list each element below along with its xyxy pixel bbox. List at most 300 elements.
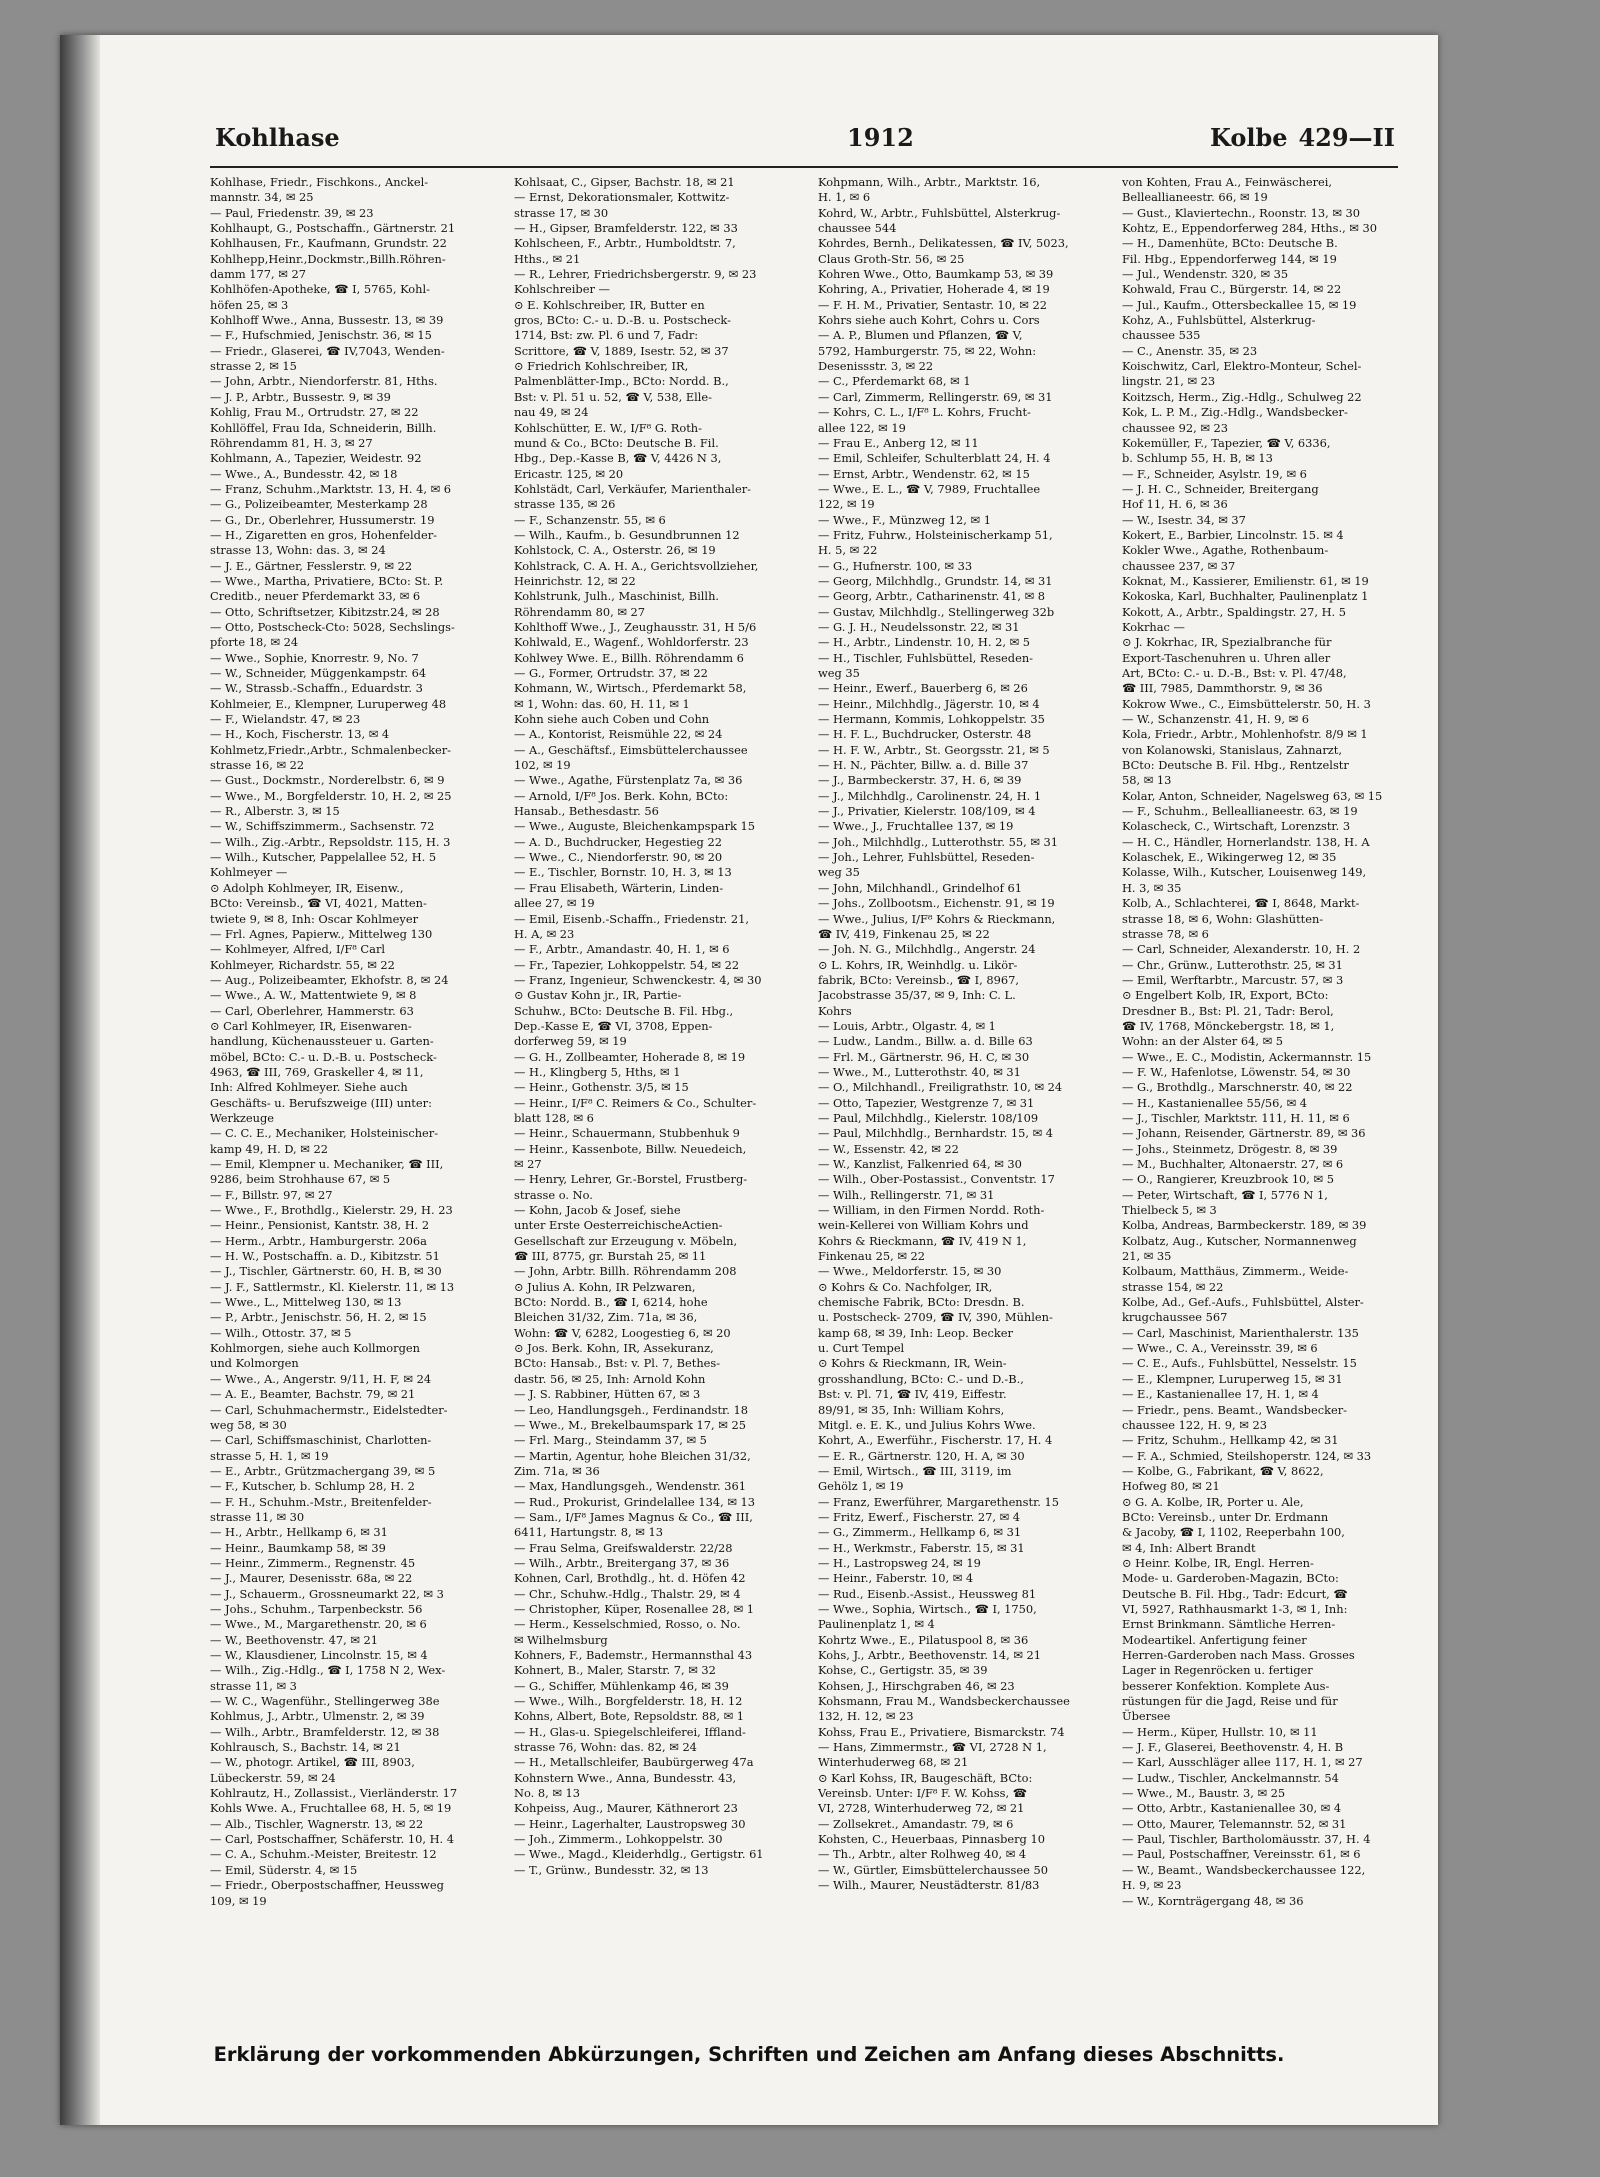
directory-entry: besserer Konfektion. Komplete Aus- [1122,1678,1330,1693]
directory-entry: Heinrichstr. 12, ✉ 22 [514,573,636,588]
directory-entry: Kohlmeyer — [210,865,288,880]
directory-entry: Hths., ✉ 21 [514,251,581,266]
directory-entry: — Wwe., M., Baustr. 3, ✉ 25 [1122,1786,1286,1801]
directory-entry: pforte 18, ✉ 24 [210,635,299,650]
directory-entry: — Carl, Maschinist, Marienthalerstr. 135 [1122,1325,1359,1340]
directory-entry: — Wwe., Meldorferstr. 15, ✉ 30 [818,1264,1002,1279]
directory-entry: Claus Groth-Str. 56, ✉ 25 [818,251,965,266]
directory-entry: — Heinr., Zimmerm., Regnenstr. 45 [210,1555,416,1570]
directory-entry: Kohlhepp,Heinr.,Dockmstr.,Billh.Röhren- [210,251,446,266]
directory-entry: und Kolmorgen [210,1356,299,1371]
directory-entry: Lager in Regenröcken u. fertiger [1122,1663,1313,1678]
directory-entry: — Heinr., Lagerhalter, Laustropsweg 30 [514,1816,746,1831]
directory-entry: — Wwe., Magd., Kleiderhdlg., Gertigstr. 61 [514,1847,764,1862]
directory-entry: ✉ 1, Wohn: das. 60, H. 11, ✉ 1 [514,696,690,711]
directory-entry: Dep.-Kasse E, ☎ VI, 3708, Eppen- [514,1018,713,1033]
directory-entry: — R., Lehrer, Friedrichsbergerstr. 9, ✉ 23 [514,267,757,282]
column-1 [210,175,505,2035]
directory-entry: Wohn: an der Alster 64, ✉ 5 [1122,1034,1284,1049]
directory-entry: — Wwe., E. L., ☎ V, 7989, Fruchtallee [818,481,1041,496]
directory-entry: — W., Gürtler, Eimsbüttelerchaussee 50 [818,1862,1048,1877]
directory-entry: — E., Arbtr., Grützmachergang 39, ✉ 5 [210,1463,436,1478]
directory-entry: — W., Essenstr. 42, ✉ 22 [818,1141,959,1156]
directory-entry: — Paul, Friedenstr. 39, ✉ 23 [210,205,374,220]
directory-entry: — H. F. L., Buchdrucker, Osterstr. 48 [818,727,1032,742]
directory-entry: — H., Klingberg 5, Hths, ✉ 1 [514,1064,681,1079]
directory-entry: strasse 2, ✉ 15 [210,359,297,374]
directory-entry: — Wilh., Arbtr., Bramfelderstr. 12, ✉ 38 [210,1724,440,1739]
directory-entry: ⊙ E. Kohlschreiber, IR, Butter en [514,297,705,312]
directory-entry: — Carl, Zimmerm, Rellingerstr. 69, ✉ 31 [818,389,1053,404]
directory-entry: — M., Buchhalter, Altonaerstr. 27, ✉ 6 [1122,1157,1344,1171]
directory-entry: 4963, ☎ III, 769, Graskeller 4, ✉ 11, [210,1064,424,1079]
directory-entry: Zim. 71a, ✉ 36 [514,1463,600,1478]
directory-entry: Vereinsb. Unter: I/F⁸ F. W. Kohss, ☎ [818,1786,1027,1801]
directory-entry: — Otto, Postscheck-Cto: 5028, Sechslings- [210,619,455,634]
directory-entry: — G., Former, Ortrudstr. 37, ✉ 22 [514,666,708,680]
directory-entry: Kokrhac — [1122,619,1185,634]
directory-entry: — Heinr., Schauermann, Stubbenhuk 9 [514,1126,740,1141]
directory-entry: — F., Billstr. 97, ✉ 27 [210,1187,333,1202]
directory-entry: Kolba, Andreas, Barmbeckerstr. 189, ✉ 39 [1122,1218,1367,1233]
directory-entry: Winterhuderweg 68, ✉ 21 [818,1755,969,1770]
directory-entry: — Wwe., M., Brekelbaumspark 17, ✉ 25 [514,1417,746,1432]
directory-entry: — G., Polizeibeamter, Mesterkamp 28 [210,497,428,512]
directory-entry: Kokemüller, F., Tapezier, ☎ V, 6336, [1122,435,1331,450]
directory-entry: — H., Werkmstr., Faberstr. 15, ✉ 31 [818,1540,1025,1555]
directory-entry: strasse o. No. [514,1187,593,1202]
directory-entry: chaussee 92, ✉ 23 [1122,420,1229,435]
directory-entry: — W., Schanzenstr. 41, H. 9, ✉ 6 [1122,712,1309,727]
directory-entry: Wohn: ☎ V, 6282, Loogestieg 6, ✉ 20 [514,1325,731,1340]
directory-entry: Kokott, A., Arbtr., Spaldingstr. 27, H. 5 [1122,604,1347,619]
directory-entry: — J. F., Sattlermstr., Kl. Kielerstr. 11, ✉ 13 [210,1279,455,1294]
directory-entry: — Wwe., M., Margarethenstr. 20, ✉ 6 [210,1617,427,1632]
directory-entry: Kohmann, W., Wirtsch., Pferdemarkt 58, [514,681,747,696]
directory-entry: — Wwe., Wilh., Borgfelderstr. 18, H. 12 [514,1694,743,1709]
directory-entry: — Frau Elisabeth, Wärterin, Linden- [514,880,724,895]
directory-entry: strasse 13, Wohn: das. 3, ✉ 24 [210,543,386,558]
directory-entry: Kohlhaupt, G., Postschaffn., Gärtnerstr. 21 [210,221,456,236]
directory-entry: H. 9, ✉ 23 [1122,1878,1182,1893]
directory-entry: allee 27, ✉ 19 [514,896,595,911]
directory-entry: — Friedr., pens. Beamt., Wandsbecker- [1122,1402,1348,1417]
directory-entry: — Carl, Schiffsmaschinist, Charlotten- [210,1433,432,1448]
directory-entry: strasse 78, ✉ 6 [1122,926,1209,941]
directory-entry: ⊙ G. A. Kolbe, IR, Porter u. Ale, [1122,1494,1304,1509]
directory-entry: Kohsmann, Frau M., Wandsbeckerchaussee [818,1694,1070,1709]
directory-entry: Kolbaum, Matthäus, Zimmerm., Weide- [1122,1264,1349,1279]
directory-entry: Kohlschütter, E. W., I/F⁸ G. Roth- [514,420,702,435]
directory-entry: twiete 9, ✉ 8, Inh: Oscar Kohlmeyer [210,911,419,926]
directory-entry: — Ludw., Landm., Billw. a. d. Bille 63 [818,1034,1033,1049]
directory-entry: — J., Schauerm., Grossneumarkt 22, ✉ 3 [210,1586,444,1601]
directory-entry: — Herm., Arbtr., Hamburgerstr. 206a [210,1233,427,1248]
directory-entry: — H., Arbtr., Hellkamp 6, ✉ 31 [210,1525,388,1540]
directory-entry: Kohtz, E., Eppendorferweg 284, Hths., ✉ 30 [1122,221,1377,236]
directory-entry: u. Curt Tempel [818,1341,905,1356]
directory-entry: Kohrs siehe auch Kohrt, Cohrs u. Cors [818,313,1040,328]
directory-entry: — O., Milchhandl., Freiligrathstr. 10, ✉ 24 [818,1080,1063,1095]
directory-entry: Kohlmetz,Friedr.,Arbtr., Schmalenbecker- [210,742,452,757]
directory-entry: — Rud., Prokurist, Grindelallee 134, ✉ 13 [514,1494,756,1509]
directory-entry: ⊙ L. Kohrs, IR, Weinhdlg. u. Likör- [818,957,1018,972]
directory-entry: — Alb., Tischler, Wagnerstr. 13, ✉ 22 [210,1816,424,1831]
directory-entry: Kohrd, W., Arbtr., Fuhlsbüttel, Alsterkrug- [818,205,1061,220]
directory-entry: 102, ✉ 19 [514,758,571,773]
directory-entry: Kohring, A., Privatier, Hoherade 4, ✉ 19 [818,282,1050,297]
directory-entry: — Fritz, Ewerf., Fischerstr. 27, ✉ 4 [818,1509,1021,1524]
directory-entry: — Wwe., F., Brothdlg., Kielerstr. 29, H. 23 [210,1203,453,1218]
directory-entry: Kohrdes, Bernh., Delikatessen, ☎ IV, 5023, [818,236,1069,251]
directory-entry: — H., Arbtr., Lindenstr. 10, H. 2, ✉ 5 [818,635,1030,650]
directory-entry: — John, Arbtr. Billh. Röhrendamm 208 [514,1264,737,1279]
directory-entry: Modeartikel. Anfertigung feiner [1122,1632,1307,1647]
directory-entry: — F., Schuhm., Belleallianeestr. 63, ✉ 19 [1122,804,1358,819]
directory-entry: krugchaussee 567 [1122,1310,1228,1325]
directory-entry: — John, Arbtr., Niendorferstr. 81, Hths. [210,374,438,389]
directory-entry: — Henry, Lehrer, Gr.-Borstel, Frustberg- [514,1172,748,1187]
directory-entry: Art, BCto: C.- u. D.-B., Bst: v. Pl. 47/48, [1122,666,1347,680]
directory-entry: — H. W., Postschaffn. a. D., Kibitzstr. 51 [210,1249,440,1264]
directory-entry: — Hermann, Kommis, Lohkoppelstr. 35 [818,712,1045,727]
directory-entry: 1714, Bst: zw. Pl. 6 und 7, Fadr: [514,328,699,343]
directory-entry: Kohren Wwe., Otto, Baumkamp 53, ✉ 39 [818,267,1054,282]
directory-entry: — Gustav, Milchhdlg., Stellingerweg 32b [818,604,1055,619]
directory-entry: — G., Hufnerstr. 100, ✉ 33 [818,558,973,573]
directory-entry: — W., Kanzlist, Falkenried 64, ✉ 30 [818,1157,1022,1171]
directory-entry: — J. E., Gärtner, Fesslerstr. 9, ✉ 22 [210,558,413,573]
directory-entry: — Franz, Ewerführer, Margarethenstr. 15 [818,1494,1059,1509]
directory-entry: Kohnert, B., Maler, Starstr. 7, ✉ 32 [514,1663,716,1678]
directory-entry: Export-Taschenuhren u. Uhren aller [1122,650,1331,665]
directory-entry: H. 1, ✉ 6 [818,190,871,205]
directory-entry: Hofweg 80, ✉ 21 [1122,1479,1220,1494]
directory-entry: Deutsche B. Fil. Hbg., Tadr: Edcurt, ☎ [1122,1586,1348,1601]
directory-entry: strasse 154, ✉ 22 [1122,1279,1224,1294]
directory-entry: — F., Schanzenstr. 55, ✉ 6 [514,512,666,527]
directory-entry: Bst: v. Pl. 51 u. 52, ☎ V, 538, Elle- [514,389,713,404]
directory-entry: Hbg., Dep.-Kasse B, ☎ V, 4426 N 3, [514,451,722,466]
directory-entry: Kohlstock, C. A., Osterstr. 26, ✉ 19 [514,543,716,558]
directory-entry: fabrik, BCto: Vereinsb., ☎ I, 8967, [818,972,1019,987]
directory-entry: — Johs., Schuhm., Tarpenbeckstr. 56 [210,1601,423,1616]
directory-entry: — E., Tischler, Bornstr. 10, H. 3, ✉ 13 [514,865,732,880]
directory-entry: ⊙ Adolph Kohlmeyer, IR, Eisenw., [210,880,404,895]
directory-entry: Kolascheck, C., Wirtschaft, Lorenzstr. 3 [1122,819,1351,834]
directory-entry: — Georg, Milchhdlg., Grundstr. 14, ✉ 31 [818,573,1053,588]
directory-entry: — W., Schiffszimmerm., Sachsenstr. 72 [210,819,435,834]
directory-entry: — Heinr., Faberstr. 10, ✉ 4 [818,1571,974,1586]
directory-entry: Kohlmus, J., Arbtr., Ulmenstr. 2, ✉ 39 [210,1709,425,1724]
directory-entry: — F., Schneider, Asylstr. 19, ✉ 6 [1122,466,1307,481]
directory-entry: ☎ III, 8775, gr. Burstah 25, ✉ 11 [514,1249,707,1264]
directory-entry: — Frl. M., Gärtnerstr. 96, H. C, ✉ 30 [818,1049,1030,1064]
directory-entry: — Wwe., C. A., Vereinsstr. 39, ✉ 6 [1122,1341,1318,1356]
directory-entry: Scrittore, ☎ V, 1889, Isestr. 52, ✉ 37 [514,343,729,358]
directory-entry: — Heinr., Gothenstr. 3/5, ✉ 15 [514,1080,689,1095]
directory-entry: Finkenau 25, ✉ 22 [818,1249,926,1264]
directory-entry: — Kolbe, G., Fabrikant, ☎ V, 8622, [1122,1463,1324,1478]
directory-entry: unter Erste OesterreichischeActien- [514,1218,723,1233]
directory-entry: — Joh., Milchhdlg., Lutterothstr. 55, ✉ 31 [818,834,1058,849]
directory-entry: BCto: Hansab., Bst: v. Pl. 7, Bethes- [514,1356,721,1371]
directory-entry: — Paul, Milchhdlg., Kielerstr. 108/109 [818,1110,1039,1125]
directory-entry: — C., Pferdemarkt 68, ✉ 1 [818,374,971,389]
directory-entry: — Carl, Postschaffner, Schäferstr. 10, H. 4 [210,1832,455,1847]
directory-entry: — Emil, Wirtsch., ☎ III, 3119, im [818,1463,1012,1478]
directory-entry: — Frau Selma, Greifswalderstr. 22/28 [514,1540,733,1555]
directory-entry: — Herm., Küper, Hullstr. 10, ✉ 11 [1122,1724,1318,1739]
directory-entry: ⊙ Karl Kohss, IR, Baugeschäft, BCto: [818,1770,1033,1785]
directory-entry: — Jul., Kaufm., Ottersbeckallee 15, ✉ 19 [1122,297,1357,312]
directory-entry: — Wwe., A., Angerstr. 9/11, H. F, ✉ 24 [210,1371,432,1386]
directory-entry: — C., Anenstr. 35, ✉ 23 [1122,343,1258,358]
directory-entry: — Herm., Kesselschmied, Rosso, o. No. [514,1617,741,1632]
directory-entry: Creditb., neuer Pferdemarkt 33, ✉ 6 [210,589,421,604]
directory-entry: Kohrt, A., Ewerführ., Fischerstr. 17, H. 4 [818,1433,1053,1448]
directory-entry: — John, Milchhandl., Grindelhof 61 [818,880,1022,895]
directory-entry: dastr. 56, ✉ 25, Inh: Arnold Kohn [514,1371,706,1386]
directory-entry: Kohs, J., Arbtr., Beethovenstr. 14, ✉ 21 [818,1648,1042,1662]
directory-entry: 109, ✉ 19 [210,1893,267,1908]
directory-entry: grosshandlung, BCto: C.- und D.-B., [818,1371,1024,1386]
directory-entry: kamp 49, H. D, ✉ 22 [210,1141,328,1156]
column-3 [818,175,1113,2035]
directory-entry: — Kohn, Jacob & Josef, siehe [514,1203,681,1218]
directory-entry: Desenissstr. 3, ✉ 22 [818,359,934,374]
directory-entry: Kokler Wwe., Agathe, Rothenbaum- [1122,543,1329,558]
directory-entry: — C. C. E., Mechaniker, Holsteinischer- [210,1126,439,1141]
directory-entry: — Wwe., A. W., Mattentwiete 9, ✉ 8 [210,988,417,1003]
directory-entry: — J. H. C., Schneider, Breitergang [1122,481,1319,496]
directory-entry: Hansab., Bethesdastr. 56 [514,804,659,819]
directory-entry: H. 5, ✉ 22 [818,543,878,558]
directory-entry: — W., Beamt., Wandsbeckerchaussee 122, [1122,1862,1366,1877]
directory-entry: BCto: Deutsche B. Fil. Hbg., Rentzelstr [1122,758,1349,773]
directory-entry: handlung, Küchenaussteuer u. Garten- [210,1034,434,1049]
directory-entry: Kohllöffel, Frau Ida, Schneiderin, Billh. [210,420,437,435]
directory-entry: — H., Kastanienallee 55/56, ✉ 4 [1122,1095,1308,1110]
directory-entry: BCto: Vereinsb., unter Dr. Erdmann [1122,1509,1329,1524]
directory-entry: Kohlhoff Wwe., Anna, Bussestr. 13, ✉ 39 [210,313,444,328]
directory-entry: Kohlmeier, E., Klempner, Luruperweg 48 [210,696,447,711]
directory-entry: — Ludw., Tischler, Anckelmannstr. 54 [1122,1770,1339,1785]
directory-entry: ☎ IV, 1768, Mönckebergstr. 18, ✉ 1, [1122,1018,1335,1033]
directory-entry: — G., Schiffer, Mühlenkamp 46, ✉ 39 [514,1678,729,1693]
directory-entry: weg 58, ✉ 30 [210,1417,287,1432]
directory-entry: Kohlmorgen, siehe auch Kollmorgen [210,1341,420,1356]
directory-entry: rüstungen für die Jagd, Reise und für [1122,1694,1338,1709]
directory-entry: Kokoska, Karl, Buchhalter, Paulinenplatz 1 [1122,589,1369,604]
directory-entry: Belleallianeestr. 66, ✉ 19 [1122,190,1268,205]
directory-entry: Kohsten, C., Heuerbaas, Pinnasberg 10 [818,1832,1045,1847]
directory-entry: — Gust., Klaviertechn., Roonstr. 13, ✉ 30 [1122,205,1361,220]
directory-entry: Lübeckerstr. 59, ✉ 24 [210,1770,336,1785]
directory-entry: chaussee 122, H. 9, ✉ 23 [1122,1417,1267,1432]
directory-entry: — Emil, Süderstr. 4, ✉ 15 [210,1862,358,1877]
running-header [175,123,1403,161]
directory-entry: — Carl, Oberlehrer, Hammerstr. 63 [210,1003,414,1018]
page-binding [60,35,100,2125]
directory-entry: 89/91, ✉ 35, Inh: William Kohrs, [818,1402,1005,1417]
directory-entry: ☎ IV, 419, Finkenau 25, ✉ 22 [818,926,990,941]
directory-entry: Kohpeiss, Aug., Maurer, Käthnerort 23 [514,1801,738,1816]
directory-entry: — Wwe., A., Bundesstr. 42, ✉ 18 [210,466,398,481]
directory-entry: — Wwe., M., Borgfelderstr. 10, H. 2, ✉ 25 [210,788,452,803]
directory-entry: & Jacoby, ☎ I, 1102, Reeperbahn 100, [1122,1525,1345,1540]
directory-entry: ✉ 27 [514,1157,542,1171]
directory-entry: — Otto, Maurer, Telemannstr. 52, ✉ 31 [1122,1816,1347,1831]
directory-entry: — F., Wielandstr. 47, ✉ 23 [210,712,361,727]
directory-entry: — W., Strassb.-Schaffn., Eduardstr. 3 [210,681,423,696]
directory-entry: ⊙ J. Kokrhac, IR, Spezialbranche für [1122,635,1332,650]
directory-entry: Palmenblätter-Imp., BCto: Nordd. B., [514,374,729,389]
directory-entry: Ericastr. 125, ✉ 20 [514,466,624,481]
column-4 [1122,175,1417,2035]
directory-entry: — Wwe., Martha, Privatiere, BCto: St. P. [210,573,444,588]
directory-entry: chaussee 237, ✉ 37 [1122,558,1236,573]
directory-entry: — Frau E., Anberg 12, ✉ 11 [818,435,979,450]
directory-entry: — Wilh., Maurer, Neustädterstr. 81/83 [818,1878,1040,1893]
directory-entry: — Paul, Postschaffner, Vereinsstr. 61, ✉ 6 [1122,1847,1361,1862]
directory-entry: — J., Tischler, Gärtnerstr. 60, H. B, ✉ 30 [210,1264,442,1279]
directory-entry: strasse 11, ✉ 30 [210,1509,305,1524]
directory-entry: 21, ✉ 35 [1122,1249,1172,1264]
directory-entry: Gehölz 1, ✉ 19 [818,1479,904,1494]
directory-entry: — Friedr., Glaserei, ☎ IV,7043, Wenden- [210,343,445,358]
directory-entry: — J., Maurer, Desenisstr. 68a, ✉ 22 [210,1571,413,1586]
directory-entry: — Wilh., Ober-Postassist., Conventstr. 17 [818,1172,1055,1187]
directory-entry: — Heinr., Baumkamp 58, ✉ 39 [210,1540,386,1555]
directory-entry: 132, H. 12, ✉ 23 [818,1709,914,1724]
directory-entry: — Wilh., Zig.-Arbtr., Repsoldstr. 115, H. 3 [210,834,451,849]
directory-entry: — Wwe., F., Münzweg 12, ✉ 1 [818,512,991,527]
directory-entry: — J. F., Glaserei, Beethovenstr. 4, H. B [1122,1740,1344,1755]
directory-entry: — G., Dr., Oberlehrer, Hussumerstr. 19 [210,512,435,527]
directory-entry: — Hans, Zimmermstr., ☎ VI, 2728 N 1, [818,1740,1047,1755]
directory-entry: b. Schlump 55, H. B, ✉ 13 [1122,451,1273,466]
directory-entry: — Gust., Dockmstr., Norderelbstr. 6, ✉ 9 [210,773,445,788]
directory-entry: ☎ III, 7985, Dammthorstr. 9, ✉ 36 [1122,681,1323,696]
directory-entry: — Franz, Ingenieur, Schwenckestr. 4, ✉ 30 [514,972,762,987]
directory-entry: Bleichen 31/32, Zim. 71a, ✉ 36, [514,1310,698,1325]
directory-entry: Übersee [1122,1709,1171,1724]
directory-entry: Kokert, E., Barbier, Lincolnstr. 15. ✉ 4 [1122,527,1344,542]
directory-entry: — Martin, Agentur, hohe Bleichen 31/32, [514,1448,751,1463]
directory-entry: Kohlwey Wwe. E., Billh. Röhrendamm 6 [514,650,744,665]
directory-entry: — G. J. H., Neudelssonstr. 22, ✉ 31 [818,619,1020,634]
directory-entry: von Kohten, Frau A., Feinwäscherei, [1122,175,1333,189]
directory-entry: — Fritz, Schuhm., Hellkamp 42, ✉ 31 [1122,1433,1339,1448]
directory-entry: — G. H., Zollbeamter, Hoherade 8, ✉ 19 [514,1049,746,1064]
directory-entry: — Otto, Schriftsetzer, Kibitzstr.24, ✉ 28 [210,604,440,619]
directory-entry: Kohsen, J., Hirschgraben 46, ✉ 23 [818,1678,1015,1693]
directory-entry: chemische Fabrik, BCto: Dresdn. B. [818,1295,1025,1310]
directory-entry: — Christopher, Küper, Rosenallee 28, ✉ 1 [514,1601,754,1616]
directory-entry: — F. H., Schuhm.-Mstr., Breitenfelder- [210,1494,432,1509]
directory-entry: — Wwe., Sophie, Knorrestr. 9, No. 7 [210,650,419,665]
directory-entry: Kohlmeyer, Richardstr. 55, ✉ 22 [210,957,395,972]
directory-entry: — Heinr., Kassenbote, Billw. Neuedeich, [514,1141,747,1156]
directory-entry: — Peter, Wirtschaft, ☎ I, 5776 N 1, [1122,1187,1328,1202]
directory-entry: VI, 2728, Winterhuderweg 72, ✉ 21 [818,1801,1025,1816]
directory-entry: Kohnen, Carl, Brothdlg., ht. d. Höfen 42 [514,1571,746,1586]
directory-entry: — Wwe., Agathe, Fürstenplatz 7a, ✉ 36 [514,773,743,788]
directory-entry: Kolasse, Wilh., Kutscher, Louisenweg 149, [1122,865,1367,880]
directory-entry: — W. C., Wagenführ., Stellingerweg 38e [210,1694,440,1709]
directory-entry: Werkzeuge [210,1110,274,1125]
directory-entry: — Wilh., Rellingerstr. 71, ✉ 31 [818,1187,995,1202]
directory-entry: VI, 5927, Rathhausmarkt 1-3, ✉ 1, Inh: [1122,1601,1348,1616]
directory-entry: ⊙ Gustav Kohn jr., IR, Partie- [514,988,682,1003]
directory-entry: Kokrow Wwe., C., Eimsbüttelerstr. 50, H. 3 [1122,696,1371,711]
directory-entry: Bst: v. Pl. 71, ☎ IV, 419, Eiffestr. [818,1387,1007,1402]
directory-entry: Mode- u. Garderoben-Magazin, BCto: [1122,1571,1339,1586]
directory-entry: ⊙ Friedrich Kohlschreiber, IR, [514,359,689,374]
directory-entry: Kohn siehe auch Coben und Cohn [514,712,710,727]
directory-entry: — R., Alberstr. 3, ✉ 15 [210,804,340,819]
directory-entry: — Georg, Arbtr., Catharinenstr. 41, ✉ 8 [818,589,1045,604]
directory-entry: 58, ✉ 13 [1122,773,1172,788]
directory-entry: — Louis, Arbtr., Olgastr. 4, ✉ 1 [818,1018,996,1033]
directory-entry: ✉ 4, Inh: Albert Brandt [1122,1540,1256,1555]
directory-entry: — W., photogr. Artikel, ☎ III, 8903, [210,1755,415,1770]
directory-entry: — Franz, Schuhm.,Marktstr. 13, H. 4, ✉ 6 [210,481,452,496]
directory-entry: — G., Brothdlg., Marschnerstr. 40, ✉ 22 [1122,1080,1353,1095]
directory-entry: wein-Kellerei von William Kohrs und [818,1218,1029,1233]
directory-entry: höfen 25, ✉ 3 [210,297,289,312]
directory-entry: — Wwe., Julius, I/F⁸ Kohrs & Rieckmann, [818,911,1056,926]
directory-columns [210,175,1418,2035]
directory-entry: — H. F. W., Arbtr., St. Georgsstr. 21, ✉ 5 [818,742,1050,757]
directory-entry: allee 122, ✉ 19 [818,420,906,435]
directory-entry: Kolar, Anton, Schneider, Nagelsweg 63, ✉ 15 [1122,788,1383,803]
directory-entry: Fil. Hbg., Eppendorferweg 144, ✉ 19 [1122,251,1337,266]
directory-entry: Kohlsaat, C., Gipser, Bachstr. 18, ✉ 21 [514,175,735,189]
directory-entry: — E., Kastanienallee 17, H. 1, ✉ 4 [1122,1387,1319,1402]
directory-entry: — Zollsekret., Amandastr. 79, ✉ 6 [818,1816,1014,1831]
directory-entry: — Joh., Zimmerm., Lohkoppelstr. 30 [514,1832,723,1847]
directory-entry: Kohlhase, Friedr., Fischkons., Anckel- [210,175,429,189]
directory-entry: Kohlscheen, F., Arbtr., Humboldtstr. 7, [514,236,736,251]
directory-entry: — Wwe., M., Lutterothstr. 40, ✉ 31 [818,1064,1021,1079]
directory-entry: Kohns, Albert, Bote, Repsoldstr. 88, ✉ 1 [514,1709,745,1724]
directory-entry: Ernst Brinkmann. Sämtliche Herren- [1122,1617,1336,1632]
directory-entry: 6411, Hartungstr. 8, ✉ 13 [514,1525,663,1540]
directory-entry: weg 35 [818,666,860,680]
directory-entry: Röhrendamm 81, H. 3, ✉ 27 [210,435,373,450]
directory-entry: — F. W., Hafenlotse, Löwenstr. 54, ✉ 30 [1122,1064,1351,1079]
directory-entry: — C. E., Aufs., Fuhlsbüttel, Nesselstr. 15 [1122,1356,1357,1371]
directory-entry: — Aug., Polizeibeamter, Ekhofstr. 8, ✉ 24 [210,972,449,987]
directory-entry: — Heinr., Milchhdlg., Jägerstr. 10, ✉ 4 [818,696,1040,711]
directory-entry: weg 35 [818,865,860,880]
directory-entry: Röhrendamm 80, ✉ 27 [514,604,645,619]
header-right-keyword: Kolbe [1210,123,1288,152]
directory-entry: — William, in den Firmen Nordd. Roth- [818,1203,1045,1218]
directory-entry: — C. A., Schuhm.-Meister, Breitestr. 12 [210,1847,437,1862]
directory-entry: nau 49, ✉ 24 [514,405,589,420]
directory-entry: Kohlstädt, Carl, Verkäufer, Marienthaler- [514,481,751,496]
directory-entry: — P., Arbtr., Jenischstr. 56, H. 2, ✉ 15 [210,1310,427,1325]
directory-entry: — Paul, Milchhdlg., Bernhardstr. 15, ✉ 4 [818,1126,1054,1141]
directory-entry: mund & Co., BCto: Deutsche B. Fil. [514,435,719,450]
directory-entry: Kohlwald, E., Wagenf., Wohldorferstr. 23 [514,635,749,650]
directory-entry: — A. D., Buchdrucker, Hegestieg 22 [514,834,722,849]
directory-entry: dorferweg 59, ✉ 19 [514,1034,627,1049]
directory-entry: — Ernst, Dekorationsmaler, Kottwitz- [514,190,730,205]
